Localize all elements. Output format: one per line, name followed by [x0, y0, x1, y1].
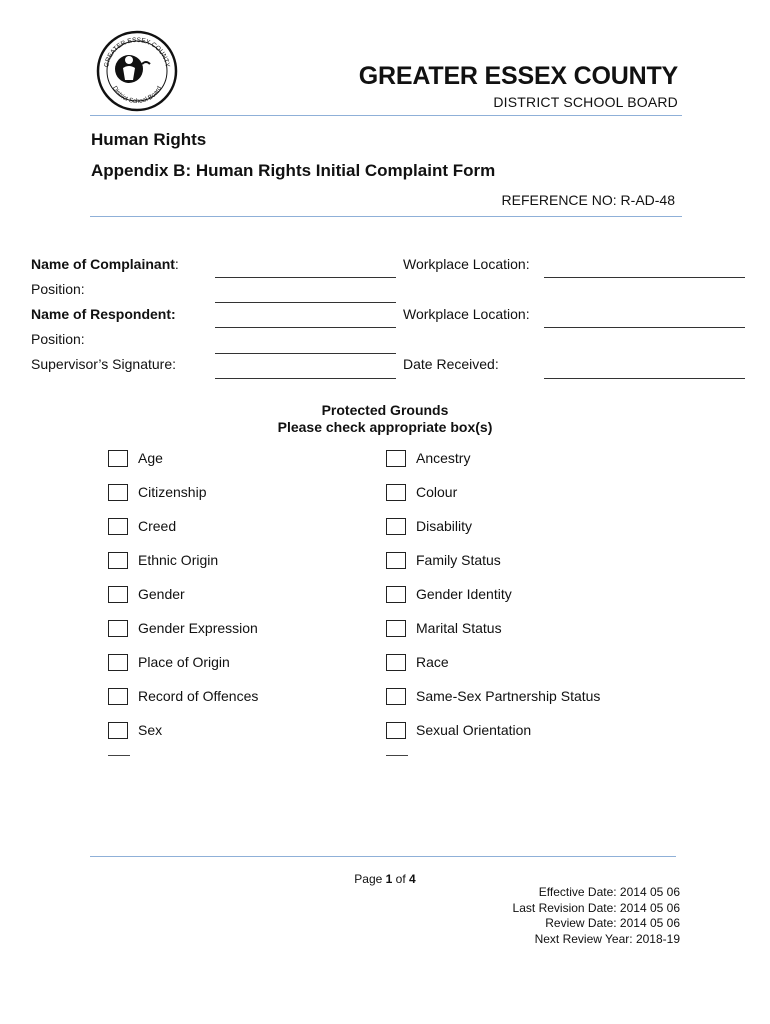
workplace-location-field-2[interactable]	[544, 327, 745, 328]
checkbox-label: Ancestry	[416, 450, 471, 466]
board-logo	[96, 30, 178, 112]
complainant-name-field[interactable]	[215, 277, 396, 278]
checkbox-label: Ethnic Origin	[138, 552, 219, 568]
header-divider	[90, 115, 682, 116]
checkbox[interactable]	[108, 654, 128, 671]
checkbox[interactable]	[108, 484, 128, 501]
date-received-field[interactable]	[544, 378, 745, 379]
complainant-label: Name of Complainant:	[31, 256, 179, 272]
checkbox-label: Race	[416, 654, 449, 670]
checkbox-label: Place of Origin	[138, 654, 230, 670]
form-title: Appendix B: Human Rights Initial Complaint Form	[91, 161, 496, 180]
review-date: Review Date: 2014 05 06	[545, 916, 680, 930]
checkbox[interactable]	[108, 518, 128, 535]
respondent-label: Name of Respondent:	[31, 306, 176, 322]
workplace-location-field-1[interactable]	[544, 277, 745, 278]
checkbox[interactable]	[386, 450, 406, 467]
checkbox[interactable]	[386, 552, 406, 569]
checkbox[interactable]	[386, 688, 406, 705]
section-title: Human Rights	[91, 130, 207, 149]
checkbox-label: Sexual Orientation	[416, 722, 532, 738]
effective-date: Effective Date: 2014 05 06	[538, 885, 680, 899]
checkbox[interactable]	[386, 484, 406, 501]
checkbox[interactable]	[108, 620, 128, 637]
checkbox-label: Disability	[416, 518, 473, 534]
workplace-location-label-1: Workplace Location:	[403, 256, 530, 272]
checkbox-label: Record of Offences	[138, 688, 259, 704]
checkbox-label: Gender	[138, 586, 185, 602]
checkbox[interactable]	[386, 586, 406, 603]
logo-text-top: GREATER ESSEX COUNTY	[103, 36, 171, 68]
position-field-2[interactable]	[215, 353, 396, 354]
page-indicator: Page 1 of 4	[354, 872, 416, 886]
checkbox-label: Gender Expression	[138, 620, 258, 636]
protected-grounds-instruction: Please check appropriate box(s)	[277, 419, 493, 435]
checkbox[interactable]	[386, 518, 406, 535]
next-review-year: Next Review Year: 2018-19	[534, 931, 680, 946]
svg-text:District School Board	[111, 85, 164, 105]
respondent-name-field[interactable]	[215, 327, 396, 328]
position-label-1: Position:	[31, 281, 85, 297]
checkbox-label: Same-Sex Partnership Status	[416, 688, 601, 704]
logo-text-bottom: District School Board	[110, 85, 164, 106]
organization-subtitle: DISTRICT SCHOOL BOARD	[493, 94, 678, 110]
footer-divider	[90, 856, 676, 857]
document-dates	[513, 885, 680, 947]
reference-number: REFERENCE NO: R-AD-48	[501, 192, 675, 208]
protected-grounds-title: Protected Grounds	[321, 402, 449, 418]
checkbox[interactable]	[108, 450, 128, 467]
logo-emblem	[96, 30, 178, 112]
last-revision-date: Last Revision Date: 2014 05 06	[512, 900, 680, 915]
checkbox-label: Colour	[416, 484, 458, 500]
checkbox-label: Marital Status	[416, 620, 502, 636]
checkbox-label: Family Status	[416, 552, 501, 568]
title-divider	[90, 216, 682, 217]
position-label-2: Position:	[31, 331, 85, 347]
checkbox-label: Sex	[138, 722, 163, 738]
workplace-location-label-2: Workplace Location:	[403, 306, 530, 322]
checkbox-label: Age	[138, 450, 163, 466]
checkbox-label: Citizenship	[138, 484, 207, 500]
blank-dash-left	[108, 755, 130, 756]
checkbox[interactable]	[108, 586, 128, 603]
supervisor-signature-field[interactable]	[215, 378, 396, 379]
date-received-label: Date Received:	[403, 356, 499, 372]
checkbox-label: Creed	[138, 518, 177, 534]
checkbox[interactable]	[108, 722, 128, 739]
checkbox[interactable]	[386, 620, 406, 637]
checkbox[interactable]	[108, 552, 128, 569]
organization-name: GREATER ESSEX COUNTY	[358, 62, 678, 90]
supervisor-signature-label: Supervisor’s Signature:	[31, 356, 177, 372]
checkbox[interactable]	[386, 722, 406, 739]
position-field-1[interactable]	[215, 302, 396, 303]
checkbox[interactable]	[108, 688, 128, 705]
checkbox-label: Gender Identity	[416, 586, 512, 602]
checkbox[interactable]	[386, 654, 406, 671]
blank-dash-right	[386, 755, 408, 756]
